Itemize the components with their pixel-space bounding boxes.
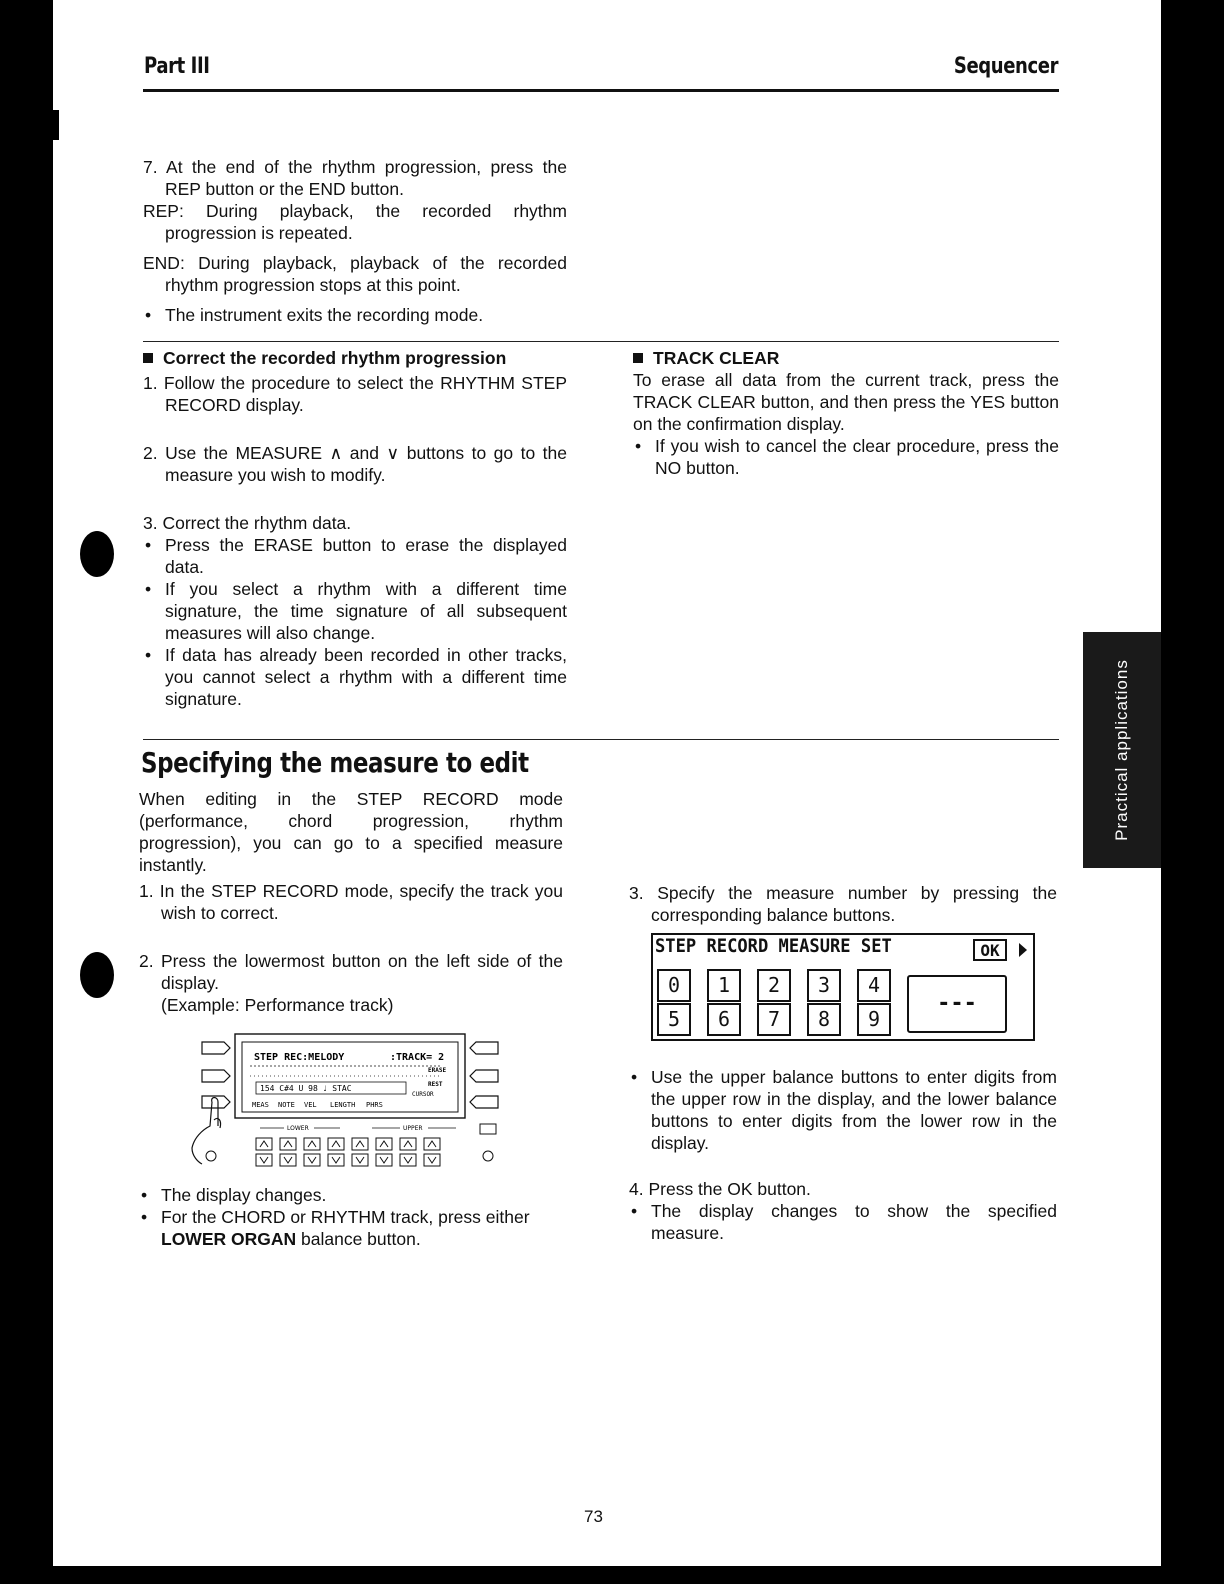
left-bullets: [139, 1184, 569, 1250]
lcd-soft-4: LENGTH: [330, 1101, 356, 1109]
lcd-soft-5: PHRS: [366, 1101, 383, 1109]
header-section: Sequencer: [953, 54, 1058, 79]
lcd-track: :TRACK= 2: [390, 1052, 445, 1063]
chevron-down-icon: [284, 1157, 292, 1163]
measure-set-title: STEP RECORD MEASURE SET: [655, 935, 892, 957]
balance-up-button[interactable]: [256, 1138, 272, 1150]
chevron-down-icon: [380, 1157, 388, 1163]
balance-down-button[interactable]: [400, 1154, 416, 1166]
step-1: 1. In the STEP RECORD mode, specify the track you wish to correct.: [139, 881, 563, 923]
chevron-down-icon: [428, 1157, 436, 1163]
chevron-down-icon: [404, 1157, 412, 1163]
chevron-down-icon: [308, 1157, 316, 1163]
divider: [143, 739, 1059, 740]
left-top-block: [143, 156, 567, 326]
balance-down-button[interactable]: [304, 1154, 320, 1166]
balance-down-button[interactable]: [280, 1154, 296, 1166]
example-caption: (Example: Performance track): [161, 995, 394, 1015]
header-rule: [143, 89, 1059, 92]
right-button-3: [470, 1096, 498, 1108]
ok-button[interactable]: OK: [973, 939, 1007, 961]
correct-step-1: 1. Follow the procedure to select the RHYTHM STEP RECORD display.: [143, 373, 567, 415]
step-2: 2. Press the lowermost button on the left side of the display.: [139, 951, 563, 993]
chevron-up-icon: [308, 1141, 316, 1147]
correct-bullet: • Press the ERASE button to erase the displayed data.: [143, 534, 567, 578]
balance-up-button[interactable]: [400, 1138, 416, 1150]
correct-block: [143, 347, 567, 710]
track-clear-bullet: • If you wish to cancel the clear procedure, press the NO button.: [633, 435, 1059, 479]
section-intro: When editing in the STEP RECORD mode (performance, chord progression, rhythm progression), you can go to a specified measure instantly.: [139, 789, 563, 875]
lcd-soft-3: VEL: [304, 1101, 317, 1109]
chord-rhythm-bullet: • For the CHORD or RHYTHM track, press either LOWER ORGAN balance button.: [139, 1206, 569, 1250]
track-clear-body: To erase all data from the current track, press the TRACK CLEAR button, and then press the YES button on the confirmation display.: [633, 370, 1059, 434]
digit-3: 3: [807, 969, 841, 1002]
balance-down-button[interactable]: [352, 1154, 368, 1166]
balance-up-button[interactable]: [280, 1138, 296, 1150]
display-changes-bullet: • The display changes.: [139, 1184, 569, 1206]
balance-up-button[interactable]: [424, 1138, 440, 1150]
right-button-2: [470, 1070, 498, 1082]
side-tab: Practical applications: [1083, 632, 1161, 868]
control-panel-illustration: [180, 1030, 520, 1170]
digit-0: 0: [657, 969, 691, 1002]
digit-4: 4: [857, 969, 891, 1002]
balance-down-button[interactable]: [376, 1154, 392, 1166]
correct-bullet: • If data has already been recorded in other tracks, you cannot select a rhythm with a different time signature.: [143, 644, 567, 710]
exit-bullet: • The instrument exits the recording mode.: [143, 304, 567, 326]
left-button-2: [202, 1070, 230, 1082]
balance-down-button[interactable]: [256, 1154, 272, 1166]
chevron-down-icon: [356, 1157, 364, 1163]
chevron-up-icon: [428, 1141, 436, 1147]
upper-label: UPPER: [403, 1125, 423, 1132]
chevron-up-icon: [356, 1141, 364, 1147]
chevron-up-icon: [380, 1141, 388, 1147]
divider: [143, 341, 1059, 342]
page-number: 73: [584, 1507, 603, 1526]
chevron-down-icon: [260, 1157, 268, 1163]
end-desc: END: During playback, playback of the recorded rhythm progression stops at this point.: [143, 253, 567, 295]
header-part: Part III: [144, 54, 210, 79]
right-step-4: 4. Press the OK button.: [629, 1179, 811, 1199]
correct-heading: Correct the recorded rhythm progression: [143, 347, 567, 369]
digit-9: 9: [857, 1003, 891, 1036]
punch-hole: [80, 952, 114, 998]
chevron-up-icon: [332, 1141, 340, 1147]
left-button-1: [202, 1042, 230, 1054]
digit-8: 8: [807, 1003, 841, 1036]
punch-hole: [80, 531, 114, 577]
lcd-right-soft-2: REST: [428, 1081, 443, 1088]
lcd-right-soft-1: ERASE: [428, 1067, 447, 1074]
arrow-right-icon: [1019, 943, 1027, 957]
measure-entry-field: ---: [907, 975, 1007, 1033]
lcd-cursor: CURSOR: [412, 1091, 434, 1098]
left-steps: [139, 880, 563, 1016]
display-measure-bullet: • The display changes to show the specified measure.: [629, 1200, 1057, 1244]
correct-bullet: • If you select a rhythm with a different time signature, the time signature of all subsequent measures will also change.: [143, 578, 567, 644]
right-button-1: [470, 1042, 498, 1054]
chevron-up-icon: [284, 1141, 292, 1147]
digit-5: 5: [657, 1003, 691, 1036]
right-step-3: 3. Specify the measure number by pressing the corresponding balance buttons.: [629, 883, 1057, 925]
balance-down-button[interactable]: [328, 1154, 344, 1166]
lcd-line-3: 154 C#4 U 98 ♩ STAC: [260, 1084, 352, 1093]
balance-up-button[interactable]: [328, 1138, 344, 1150]
lcd-soft-1: MEAS: [252, 1101, 269, 1109]
chevron-down-icon: [332, 1157, 340, 1163]
track-clear-heading: TRACK CLEAR: [633, 347, 1059, 369]
step-7: 7. At the end of the rhythm progression, press the REP button or the END button.: [143, 157, 567, 199]
digit-2: 2: [757, 969, 791, 1002]
track-clear-block: [633, 347, 1059, 479]
measure-set-display: [651, 933, 1035, 1041]
chevron-up-icon: [404, 1141, 412, 1147]
lcd-line-1: STEP REC:MELODY: [254, 1052, 345, 1063]
margin-mark: [53, 110, 59, 140]
correct-step-2: 2. Use the MEASURE ∧ and ∨ buttons to go to the measure you wish to modify.: [143, 443, 567, 485]
rep-desc: REP: During playback, the recorded rhythm progression is repeated.: [143, 201, 567, 243]
section-title: Specifying the measure to edit: [141, 746, 529, 779]
balance-down-button[interactable]: [424, 1154, 440, 1166]
correct-step-3: 3. Correct the rhythm data.: [143, 513, 352, 533]
lcd-soft-2: NOTE: [278, 1101, 295, 1109]
balance-up-button[interactable]: [376, 1138, 392, 1150]
digit-7: 7: [757, 1003, 791, 1036]
balance-buttons-bullet: • Use the upper balance buttons to enter digits from the upper row in the display, and the lower balance buttons to enter digits from the lower row in the display.: [629, 1066, 1057, 1154]
digit-6: 6: [707, 1003, 741, 1036]
digit-1: 1: [707, 969, 741, 1002]
right-bullets: [629, 1066, 1057, 1244]
balance-buttons: [256, 1138, 440, 1166]
lower-label: LOWER: [287, 1125, 309, 1132]
balance-up-button[interactable]: [352, 1138, 368, 1150]
chevron-up-icon: [260, 1141, 268, 1147]
balance-up-button[interactable]: [304, 1138, 320, 1150]
